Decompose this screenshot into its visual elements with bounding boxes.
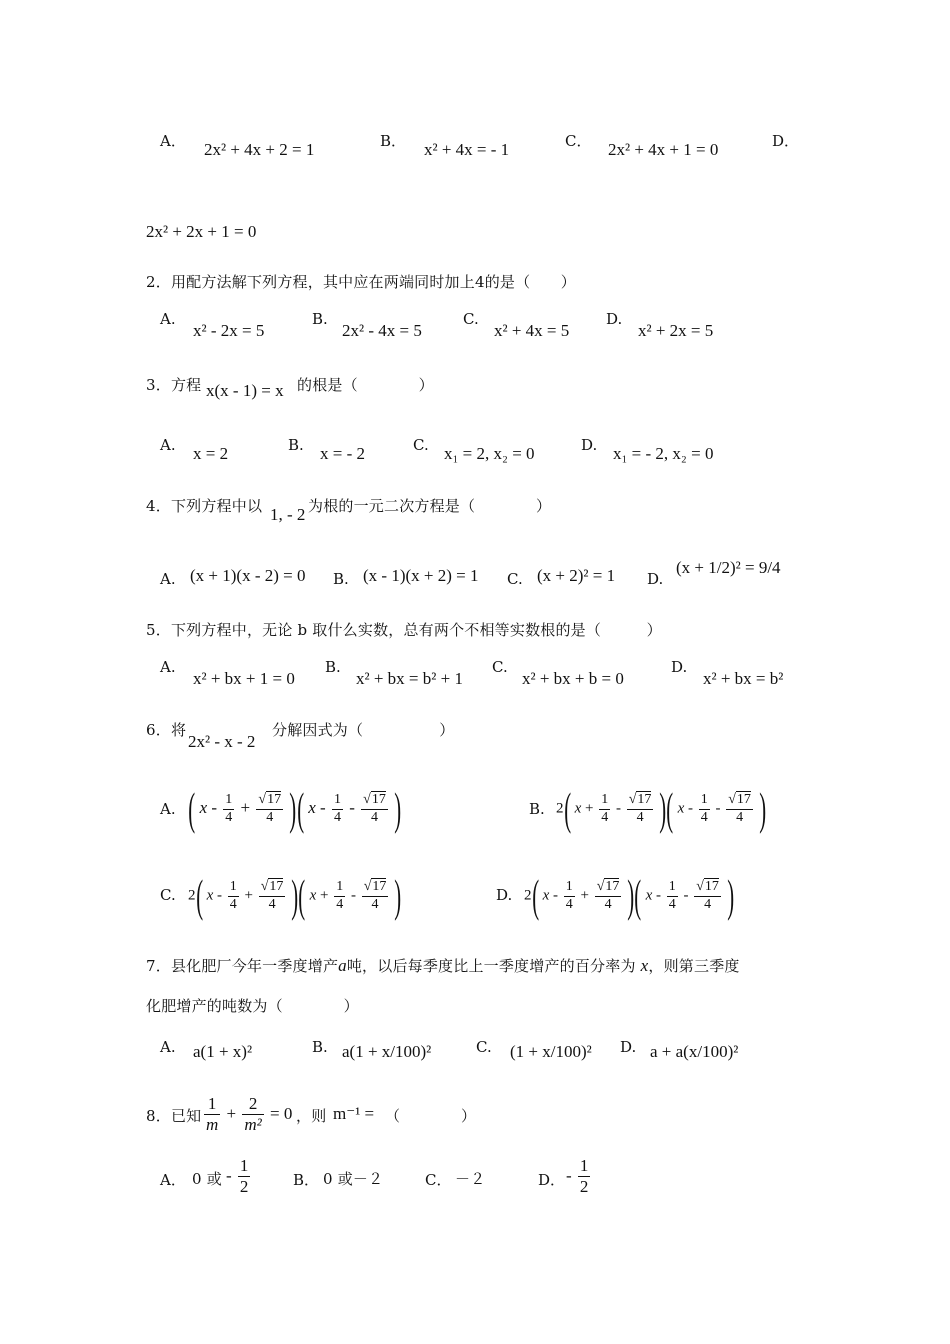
q6-option-d-expr: 2( x - $\frac{1}{4}$ + $\frac{√17}{4}$ )( x - $\frac{1}{4}$ - $\frac{√17}{4}$ ) xyxy=(524,870,734,921)
q5-option-d-expr: x² + bx = b² xyxy=(703,669,784,688)
q4-option-a-label: A. xyxy=(160,570,176,588)
q6-option-a-label: A. xyxy=(160,800,176,818)
q5-option-a-label: A. xyxy=(160,658,176,676)
q8-stem-then: ，则 xyxy=(296,1107,327,1125)
q6-option-d-label: D. xyxy=(496,886,513,904)
q7-option-a-expr: a(1 + x)² xyxy=(193,1042,253,1061)
q8-option-c-text: －２ xyxy=(455,1170,486,1188)
q8-stem-prefix: 8．已知 xyxy=(146,1107,202,1125)
q6-option-c-label: C. xyxy=(160,886,176,904)
q1-option-d-label: D． xyxy=(772,132,800,150)
q7-option-d-label: D. xyxy=(620,1038,637,1056)
q6-option-b-expr: 2( x + $\frac{1}{4}$ - $\frac{√17}{4}$ )( x - $\frac{1}{4}$ - $\frac{√17}{4}$ ) xyxy=(556,783,766,834)
q3-option-b-expr: x = - 2 xyxy=(320,444,365,463)
q3-stem-equation: x(x - 1) = x xyxy=(206,381,284,400)
q4-stem-prefix: 4．下列方程中以 xyxy=(146,497,263,515)
q2-option-d-expr: x² + 2x = 5 xyxy=(638,321,714,340)
q1-option-c-label: C． xyxy=(565,132,592,150)
q4-stem-roots: 1, - 2 xyxy=(270,505,306,524)
q6-option-b-label: B. xyxy=(529,800,545,818)
q5-option-a-expr: x² + bx + 1 = 0 xyxy=(193,669,295,688)
q2-option-a-label: A. xyxy=(160,310,176,328)
q5-option-d-label: D. xyxy=(671,658,688,676)
q8-option-b-text: 0 或－２ xyxy=(323,1170,384,1188)
q8-stem-blank: （ ） xyxy=(385,1107,477,1125)
q2-option-d-label: D. xyxy=(606,310,623,328)
q1-option-b-label: B． xyxy=(380,132,407,150)
q8-stem-m-inverse: m⁻¹ = xyxy=(333,1104,375,1123)
q1-option-a-label: A． xyxy=(160,132,186,150)
q1-option-c-expr: 2x² + 4x + 1 = 0 xyxy=(608,140,719,159)
q4-option-c-label: C. xyxy=(507,570,523,588)
q8-stem-equation: $\frac{1}{m}$ + $\frac{2}{\text{m²}}$ = 0 xyxy=(206,1094,293,1135)
q5-option-b-expr: x² + bx = b² + 1 xyxy=(356,669,463,688)
q8-option-a-label: A． xyxy=(160,1171,186,1189)
q3-stem-prefix: 3．方程 xyxy=(146,376,202,394)
q5-option-c-label: C. xyxy=(492,658,508,676)
q7-option-b-expr: a(1 + x/100)² xyxy=(342,1042,432,1061)
q3-option-d-expr: x₁ = - 2, x₂ = 0 xyxy=(613,444,714,463)
q2-stem: 2．用配方法解下列方程，其中应在两端同时加上4的是（ ） xyxy=(146,273,576,291)
q8-option-d-fraction: - $\frac{1}{2}$ xyxy=(566,1156,589,1197)
q4-option-d-label: D. xyxy=(647,570,664,588)
q6-option-c-expr: 2( x - $\frac{1}{4}$ + $\frac{√17}{4}$ )( x + $\frac{1}{4}$ - $\frac{√17}{4}$ ) xyxy=(188,870,402,921)
q8-option-b-label: B． xyxy=(293,1171,320,1189)
q8-option-c-label: C． xyxy=(425,1171,452,1189)
q4-option-a-expr: (x + 1)(x - 2) = 0 xyxy=(190,566,306,585)
q3-option-b-label: B. xyxy=(288,436,304,454)
q1-option-d-expr: 2x² + 2x + 1 = 0 xyxy=(146,222,257,241)
q2-option-a-expr: x² - 2x = 5 xyxy=(193,321,265,340)
q3-option-a-label: A. xyxy=(160,436,176,454)
q7-option-c-expr: (1 + x/100)² xyxy=(510,1042,592,1061)
q3-option-c-label: C. xyxy=(413,436,429,454)
q5-option-b-label: B. xyxy=(325,658,341,676)
q4-option-b-expr: (x - 1)(x + 2) = 1 xyxy=(363,566,479,585)
q5-stem: 5．下列方程中，无论 b 取什么实数，总有两个不相等实数根的是（ ） xyxy=(146,621,662,639)
q1-option-a-expr: 2x² + 4x + 2 = 1 xyxy=(204,140,315,159)
q3-option-c-expr: x₁ = 2, x₂ = 0 xyxy=(444,444,535,463)
q7-option-c-label: C. xyxy=(476,1038,492,1056)
q7-stem-line1: 7．县化肥厂今年一季度增产a吨，以后每季度比上一季度增产的百分率为 x，则第三季度 xyxy=(146,956,740,975)
q7-option-a-label: A. xyxy=(160,1038,176,1056)
q6-stem-prefix: 6．将 xyxy=(146,721,187,739)
q2-option-b-expr: 2x² - 4x = 5 xyxy=(342,321,422,340)
q8-option-a-text: 0 或 xyxy=(192,1170,222,1188)
q7-option-b-label: B. xyxy=(312,1038,328,1056)
q4-option-d-expr: (x + 1/2)² = 9/4 xyxy=(676,558,781,577)
q4-option-c-expr: (x + 2)² = 1 xyxy=(537,566,616,585)
q3-option-d-label: D. xyxy=(581,436,598,454)
q2-option-c-label: C. xyxy=(463,310,479,328)
q8-option-a-fraction: - $\frac{1}{2}$ xyxy=(226,1156,249,1197)
q2-option-b-label: B. xyxy=(312,310,328,328)
q4-option-b-label: B. xyxy=(333,570,349,588)
q1-option-b-expr: x² + 4x = - 1 xyxy=(424,140,510,159)
q6-option-a-expr: ( x - $\frac{1}{4}$ + $\frac{√17}{4}$ )( x - $\frac{1}{4}$ - $\frac{√17}{4}$ ) xyxy=(188,783,402,834)
q3-option-a-expr: x = 2 xyxy=(193,444,229,463)
q7-option-d-expr: a + a(x/100)² xyxy=(650,1042,739,1061)
q5-option-c-expr: x² + bx + b = 0 xyxy=(522,669,624,688)
q3-stem-suffix: 的根是（ ） xyxy=(297,376,434,394)
q7-stem-line2: 化肥增产的吨数为（ ） xyxy=(146,997,359,1015)
q8-option-d-label: D． xyxy=(538,1171,566,1189)
q6-stem-expression: 2x² - x - 2 xyxy=(188,732,256,751)
q4-stem-suffix: 为根的一元二次方程是（ ） xyxy=(308,497,552,515)
q6-stem-suffix: 分解因式为（ ） xyxy=(272,721,455,739)
q2-option-c-expr: x² + 4x = 5 xyxy=(494,321,570,340)
